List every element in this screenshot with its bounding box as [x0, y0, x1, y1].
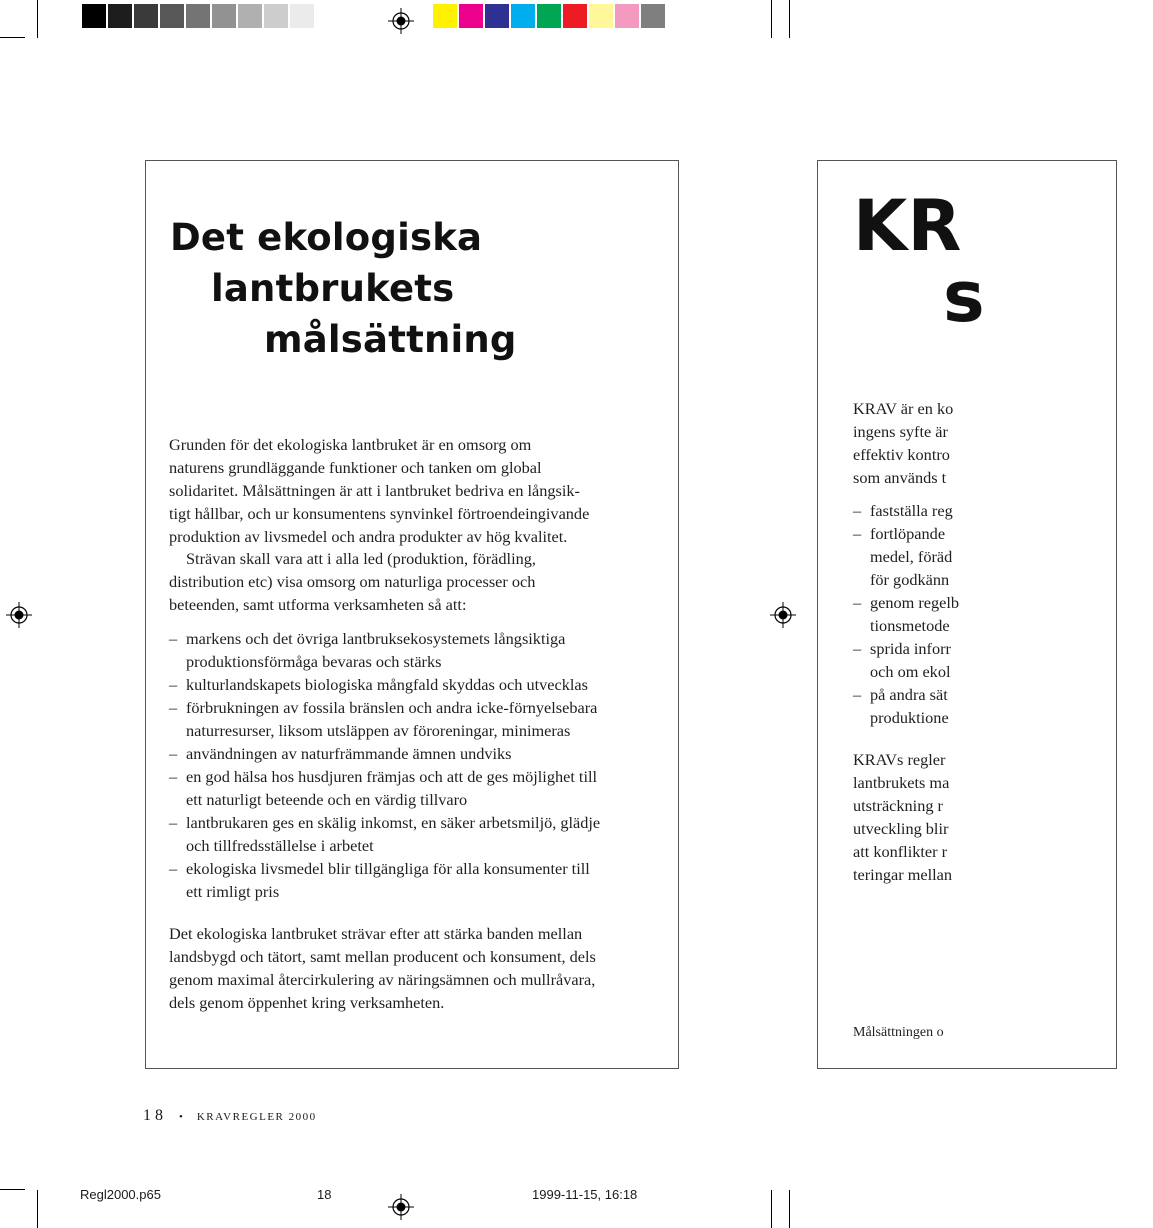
color-swatch — [290, 4, 314, 28]
list-item — [169, 742, 669, 765]
list-item-text: ett rimligt pris — [186, 882, 280, 901]
bullet-dash: – — [853, 685, 862, 704]
crop-mark — [0, 1189, 25, 1190]
list-item-text: lantbrukaren ges en skälig inkomst, en säker arbetsmiljö, glädje — [186, 813, 601, 832]
text-line: naturens grundläggande funktioner och tanken om global — [169, 458, 542, 477]
text-line: att konflikter r — [853, 842, 948, 861]
crop-mark — [789, 1190, 790, 1228]
text-line: utsträckning r — [853, 796, 943, 815]
list-item — [853, 706, 1153, 729]
list-item-text: sprida inforr — [870, 639, 951, 658]
color-swatch — [238, 4, 262, 28]
registration-mark-icon — [770, 602, 796, 628]
list-item-text: förbrukningen av fossila bränslen och andra icke-förnyelsebara — [186, 698, 598, 717]
text-line: KRAVs regler — [853, 750, 946, 769]
text-line: dels genom öppenhet kring verksamheten. — [169, 993, 445, 1012]
list-item — [853, 591, 1153, 614]
list-item-text: kulturlandskapets biologiska mångfald skyddas och utvecklas — [186, 675, 588, 694]
text-line: tigt hållbar, och ur konsumentens synvinkel förtroendeingivande — [169, 504, 590, 523]
list-item-text: och tillfredsställelse i arbetet — [186, 836, 374, 855]
color-swatch — [108, 4, 132, 28]
list-item — [853, 568, 1153, 591]
bullet-dash: – — [853, 639, 862, 658]
text-line: Grunden för det ekologiska lantbruket är en omsorg om — [169, 435, 532, 454]
color-swatch — [459, 4, 483, 28]
list-item — [169, 811, 669, 834]
bullet-dash: – — [853, 524, 862, 543]
list-item-text: produktionsförmåga bevaras och stärks — [186, 652, 442, 671]
page-folio — [143, 1107, 317, 1125]
list-item — [169, 650, 669, 673]
list-item-text: fastställa reg — [870, 501, 953, 520]
running-footer: KRAVREGLER 2000 — [196, 1111, 317, 1123]
list-item — [169, 880, 669, 903]
page-title-line-1: Det ekologiska — [170, 216, 483, 259]
list-item-text: för godkänn — [870, 570, 950, 589]
registration-mark-icon — [6, 602, 32, 628]
bullet-dash: – — [169, 744, 178, 763]
registration-mark-icon — [388, 1194, 414, 1220]
color-swatch — [264, 4, 288, 28]
text-line: utveckling blir — [853, 819, 949, 838]
bullet-dash: – — [853, 501, 862, 520]
text-line: effektiv kontro — [853, 445, 950, 464]
list-item — [853, 522, 1153, 545]
color-swatch — [615, 4, 639, 28]
crop-mark — [771, 1190, 772, 1228]
bullet-dash: – — [169, 767, 178, 786]
bullet-dash: – — [853, 593, 862, 612]
slug-datetime: 1999-11-15, 16:18 — [532, 1187, 638, 1202]
goals-list — [169, 627, 669, 903]
crop-mark — [789, 0, 790, 38]
text-line: som används t — [853, 468, 947, 487]
list-item-text: fortlöpande — [870, 524, 946, 543]
page-title-line-2: lantbrukets — [211, 267, 455, 310]
text-line: KRAV är en ko — [853, 399, 954, 418]
list-item-text: och om ekol — [870, 662, 951, 681]
page-title-line-3: målsättning — [264, 318, 517, 361]
bullet-dash: – — [169, 813, 178, 832]
list-item — [853, 545, 1153, 568]
text-line: landsbygd och tätort, samt mellan producent och konsument, dels — [169, 947, 596, 966]
text-line: solidaritet. Målsättningen är att i lantbruket bedriva en långsik- — [169, 481, 580, 500]
list-item — [169, 834, 669, 857]
list-item-text: användningen av naturfrämmande ämnen undviks — [186, 744, 512, 763]
color-swatch — [134, 4, 158, 28]
right-title-line-1: KR — [853, 185, 962, 267]
text-line: lantbrukets ma — [853, 773, 950, 792]
list-item — [169, 673, 669, 696]
bullet-dash: – — [169, 629, 178, 648]
list-item-text: naturresurser, liksom utsläppen av föroreningar, minimeras — [186, 721, 571, 740]
color-swatch — [537, 4, 561, 28]
crop-mark — [0, 37, 25, 38]
right-title-line-2: s — [943, 256, 985, 338]
text-line: ingens syfte är — [853, 422, 948, 441]
color-swatch — [82, 4, 106, 28]
color-swatch — [212, 4, 236, 28]
crop-mark — [771, 0, 772, 38]
list-item-text: ekologiska livsmedel blir tillgängliga för alla konsumenter till — [186, 859, 590, 878]
list-item — [169, 765, 669, 788]
text-line: genom maximal återcirkulering av näringsämnen och mullråvara, — [169, 970, 596, 989]
color-swatch — [641, 4, 665, 28]
list-item — [853, 660, 1153, 683]
color-swatch — [511, 4, 535, 28]
list-item-text: en god hälsa hos husdjuren främjas och att de ges möjlighet till — [186, 767, 598, 786]
color-swatch — [485, 4, 509, 28]
right-page-footer-text: Målsättningen o — [853, 1025, 944, 1040]
registration-mark-icon — [388, 8, 414, 34]
list-item — [169, 696, 669, 719]
color-swatch — [589, 4, 613, 28]
text-line: beteenden, samt utforma verksamheten så att: — [169, 595, 467, 614]
text-line: teringar mellan — [853, 865, 952, 884]
color-swatch — [186, 4, 210, 28]
list-item-text: genom regelb — [870, 593, 960, 612]
list-item — [169, 719, 669, 742]
list-item — [853, 614, 1153, 637]
list-item — [169, 627, 669, 650]
list-item — [853, 637, 1153, 660]
list-item — [853, 683, 1153, 706]
crop-mark — [37, 1190, 38, 1228]
list-item — [853, 499, 1153, 522]
list-item-text: på andra sät — [870, 685, 948, 704]
text-line: Det ekologiska lantbruket strävar efter att stärka banden mellan — [169, 924, 583, 943]
slug-filename: Regl2000.p65 — [80, 1187, 161, 1202]
color-swatch — [160, 4, 184, 28]
bullet-dash: – — [169, 675, 178, 694]
crop-mark — [37, 0, 38, 38]
page-number: 18 — [143, 1107, 167, 1124]
text-line: distribution etc) visa omsorg om naturliga processer och — [169, 572, 536, 591]
color-swatch — [563, 4, 587, 28]
list-item — [169, 857, 669, 880]
bullet-dash: – — [169, 698, 178, 717]
list-item-text: ett naturligt beteende och en värdig tillvaro — [186, 790, 468, 809]
right-goals-list — [853, 499, 1153, 729]
text-line: produktion av livsmedel och andra produkter av hög kvalitet. — [169, 527, 568, 546]
list-item-text: markens och det övriga lantbruksekosystemets långsiktiga — [186, 629, 566, 648]
list-item — [169, 788, 669, 811]
list-item-text: tionsmetode — [870, 616, 950, 635]
right-page — [817, 160, 985, 1070]
text-line: Strävan skall vara att i alla led (produktion, förädling, — [186, 549, 536, 568]
bullet-dash: – — [169, 859, 178, 878]
folio-separator: • — [179, 1111, 183, 1123]
slug-page: 18 — [317, 1187, 332, 1202]
color-swatch — [433, 4, 457, 28]
list-item-text: produktione — [870, 708, 949, 727]
list-item-text: medel, föräd — [870, 547, 953, 566]
